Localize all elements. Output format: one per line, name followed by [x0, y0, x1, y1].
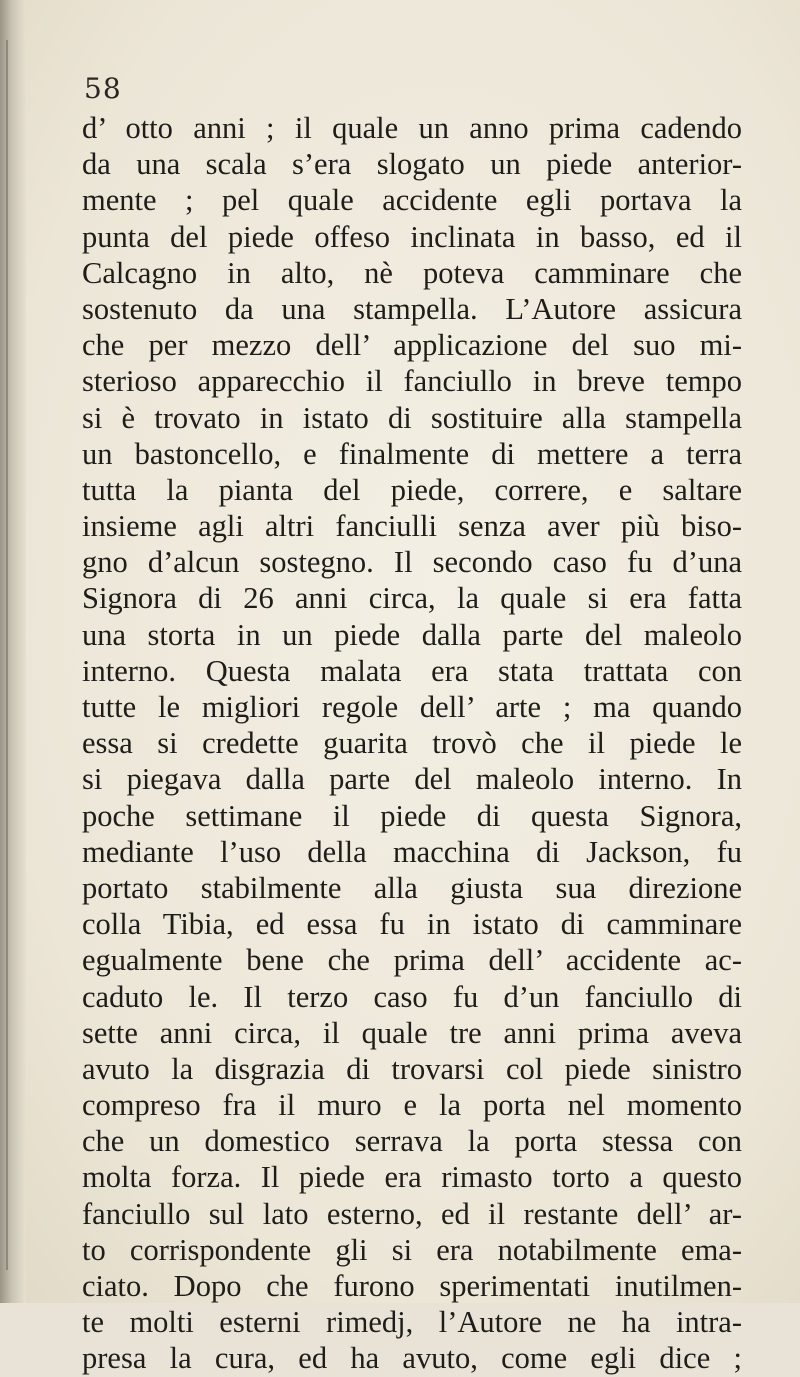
text-line: sette anni circa, il quale tre anni prima aveva — [82, 1015, 742, 1050]
text-line: sostenuto da una stampella. L’Autore assicura — [82, 291, 742, 326]
text-line: ciato. Dopo che furono sperimentati inutilmen- — [82, 1269, 742, 1303]
text-line: tutte le migliori regole dell’ arte ; ma quando — [82, 690, 742, 724]
binding-edge — [0, 0, 26, 1303]
text-line: caduto le. Il terzo caso fu d’un fanciullo di — [82, 979, 742, 1014]
text-line: poche settimane il piede di questa Signora, — [82, 798, 742, 833]
binding-line — [6, 40, 8, 1270]
text-line: interno. Questa malata era stata trattata con — [82, 653, 742, 688]
text-line: da una scala s’era slogato un piede anterior- — [82, 147, 742, 182]
text-line: fanciullo sul lato esterno, ed il restante dell’ ar- — [82, 1196, 742, 1231]
text-line: mediante l’uso della macchina di Jackson, fu — [82, 834, 742, 869]
text-line: colla Tibia, ed essa fu in istato di camminare — [82, 907, 742, 942]
text-line: insieme agli altri fanciulli senza aver più biso- — [82, 509, 742, 544]
text-line: punta del piede offeso inclinata in basso, ed il — [82, 219, 742, 254]
text-line: presa la cura, ed ha avuto, come egli dice ; — [82, 1341, 742, 1376]
text-line: molta forza. Il piede era rimasto torto a questo — [82, 1160, 742, 1195]
text-line: portato stabilmente alla giusta sua direzione — [82, 870, 742, 905]
text-line: d’ otto anni ; il quale un anno prima cadendo — [82, 111, 742, 145]
text-line: gno d’alcun sostegno. Il secondo caso fu d’una — [82, 545, 742, 580]
text-line: tutta la pianta del piede, correre, e saltare — [82, 472, 742, 507]
text-line: Signora di 26 anni circa, la quale si era fatta — [82, 581, 742, 616]
body-text — [82, 110, 742, 1377]
text-line: to corrispondente gli si era notabilmente ema- — [82, 1232, 742, 1267]
text-line: un bastoncello, e finalmente di mettere a terra — [82, 436, 742, 471]
text-line: mente ; pel quale accidente egli portava la — [82, 183, 742, 218]
text-line: compreso fra il muro e la porta nel momento — [82, 1088, 742, 1123]
text-line: Calcagno in alto, nè poteva camminare che — [82, 255, 742, 290]
text-line: una storta in un piede dalla parte del maleolo — [82, 617, 742, 652]
text-line: che un domestico serrava la porta stessa con — [82, 1124, 742, 1159]
page-number: 58 — [84, 72, 122, 105]
text-line: avuto la disgrazia di trovarsi col piede sinistro — [82, 1051, 742, 1086]
text-line: te molti esterni rimedj, l’Autore ne ha intra- — [82, 1305, 742, 1340]
text-line: essa si credette guarita trovò che il piede le — [82, 726, 742, 761]
text-line: si è trovato in istato di sostituire alla stampella — [82, 400, 742, 435]
text-line: egualmente bene che prima dell’ accidente ac- — [82, 943, 742, 978]
text-line: si piegava dalla parte del maleolo interno. In — [82, 762, 742, 797]
text-line: sterioso apparecchio il fanciullo in breve tempo — [82, 364, 742, 399]
text-line: che per mezzo dell’ applicazione del suo mi- — [82, 328, 742, 363]
